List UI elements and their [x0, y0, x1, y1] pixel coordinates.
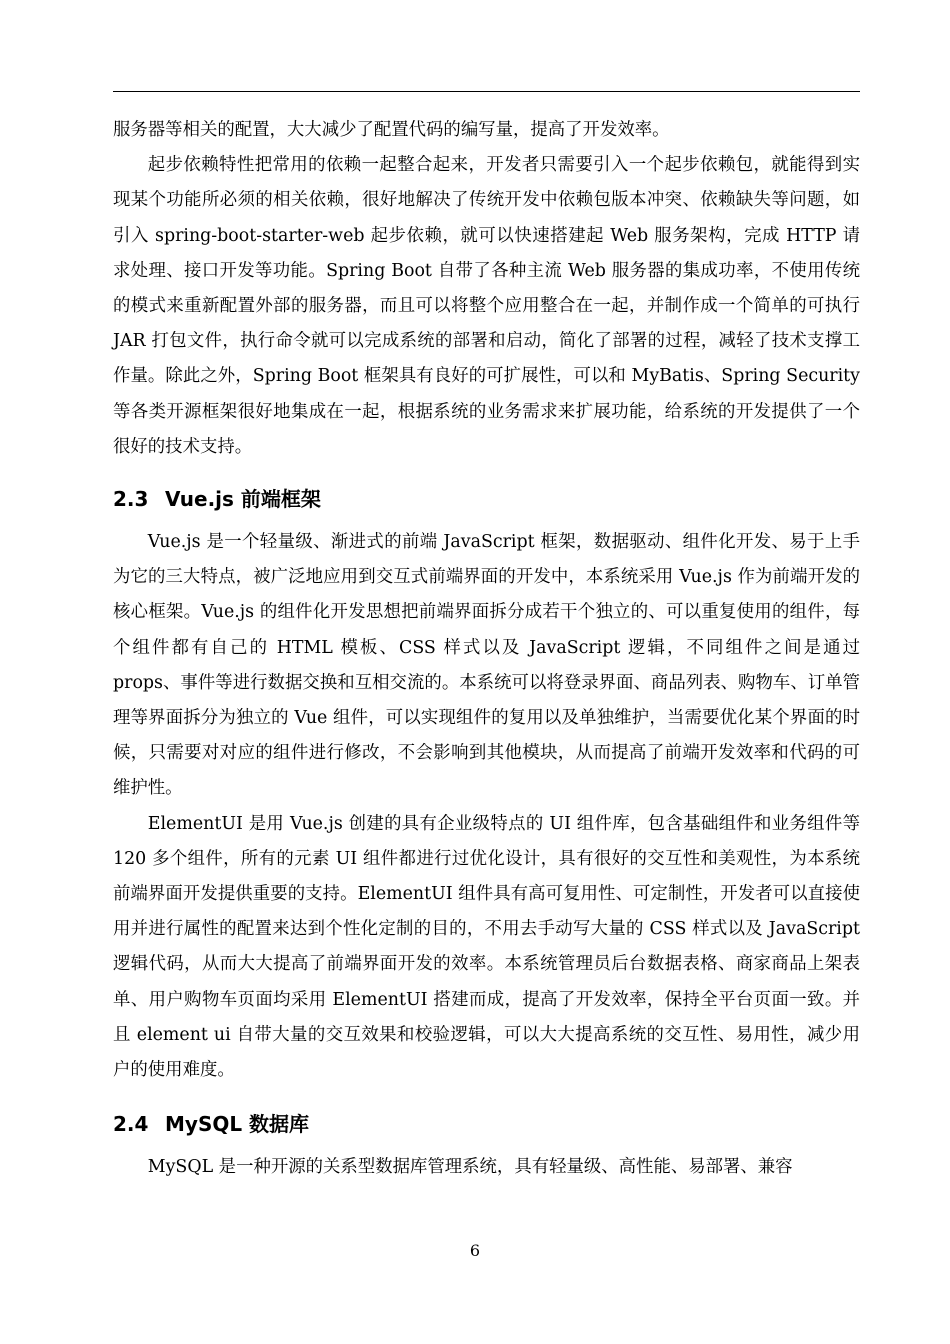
section-heading: [113, 485, 860, 513]
section-heading: [113, 1110, 860, 1138]
paragraph: 起步依赖特性把常用的依赖一起整合起来，开发者只需要引入一个起步依赖包，就能得到实现某个功能所必须的相关依赖，很好地解决了传统开发中依赖包版本冲突、依赖缺失等问题，如引入 spring-boot-starter-web 起步依赖，就可以快速搭建起 Web 服务架构，完成 HTTP 请求处理、接口开发等功能。Spring Boot 自带了各种主流 Web 服务器的集成功率，不使用传统的模式来重新配置外部的服务器，而且可以将整个应用整合在一起，并制作成一个简单的可执行 JAR 打包文件，执行命令就可以完成系统的部署和启动，简化了部署的过程，减轻了技术支撑工作量。除此之外，Spring Boot 框架具有良好的可扩展性，可以和 MyBatis、Spring Security 等各类开源框架很好地集成在一起，根据系统的业务需求来扩展功能，给系统的开发提供了一个很好的技术支持。: [113, 155, 860, 457]
paragraph: MySQL 是一种开源的关系型数据库管理系统，具有轻量级、高性能、易部署、兼容: [147, 1157, 793, 1178]
paragraph: 服务器等相关的配置，大大减少了配置代码的编写量，提高了开发效率。: [113, 120, 670, 140]
section-number: 2.4: [113, 1112, 149, 1137]
page-number: 6: [469, 1241, 481, 1260]
paragraph: Vue.js 是一个轻量级、渐进式的前端 JavaScript 框架，数据驱动、组件化开发、易于上手为它的三大特点，被广泛地应用到交互式前端界面的开发中，本系统采用 Vue.js 作为前端开发的核心框架。Vue.js 的组件化开发思想把前端界面拆分成若干个独立的、可以重复使用的组件，每个组件都有自己的 HTML 模板、CSS 样式以及 JavaScript 逻辑，不同组件之间是通过 props、事件等进行数据交换和互相交流的。本系统可以将登录界面、商品列表、购物车、订单管理等界面拆分为独立的 Vue 组件，可以实现组件的复用以及单独维护，当需要优化某个界面的时候，只需要对对应的组件进行修改，不会影响到其他模块，从而提高了前端开发效率和代码的可维护性。: [113, 532, 860, 799]
section-title: Vue.js 前端框架: [165, 487, 321, 512]
header-rule: [113, 91, 860, 92]
section-number: 2.3: [113, 487, 149, 512]
section-title: MySQL 数据库: [165, 1112, 310, 1137]
paragraph: ElementUI 是用 Vue.js 创建的具有企业级特点的 UI 组件库，包含基础组件和业务组件等 120 多个组件，所有的元素 UI 组件都进行过优化设计，具有很好的交互性和美观性，为本系统前端界面开发提供重要的支持。ElementUI 组件具有高可复用性、可定制性，开发者可以直接使用并进行属性的配置来达到个性化定制的目的，不用去手动写大量的 CSS 样式以及 JavaScript 逻辑代码，从而大大提高了前端界面开发的效率。本系统管理员后台数据表格、商家商品上架表单、用户购物车页面均采用 ElementUI 搭建而成，提高了开发效率，保持全平台页面一致。并且 element ui 自带大量的交互效果和校验逻辑，可以大大提高系统的交互性、易用性，减少用户的使用难度。: [113, 813, 860, 1081]
page-body: [113, 113, 860, 1185]
